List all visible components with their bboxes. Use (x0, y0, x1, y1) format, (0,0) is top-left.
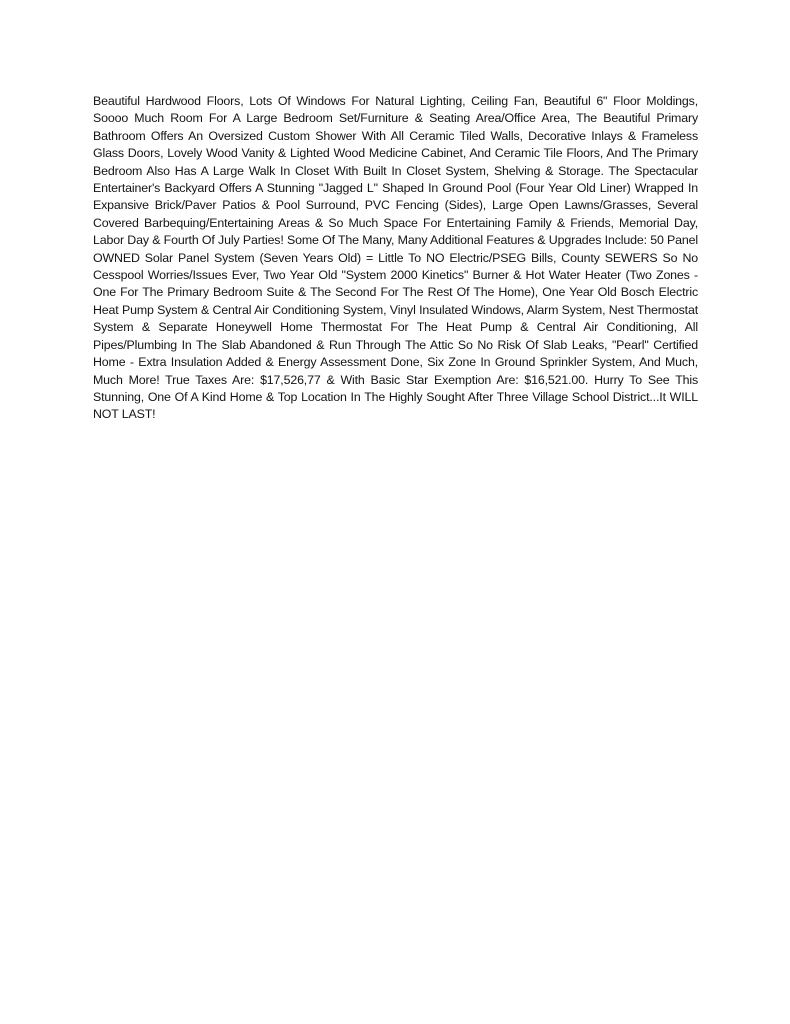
listing-description-paragraph: Beautiful Hardwood Floors, Lots Of Windows For Natural Lighting, Ceiling Fan, Beautiful 6" Floor Moldings, Soooo Much Room For A Large Bedroom Set/Furniture & Seating Area/Office Area, The Beautiful Primary Bathroom Offers An Oversized Custom Shower With All Ceramic Tiled Walls, Decorative Inlays & Frameless Glass Doors, Lovely Wood Vanity & Lighted Wood Medicine Cabinet, And Ceramic Tile Floors, And The Primary Bedroom Also Has A Large Walk In Closet With Built In Closet System, Shelving & Storage. The Spectacular Entertainer's Backyard Offers A Stunning "Jagged L" Shaped In Ground Pool (Four Year Old Liner) Wrapped In Expansive Brick/Paver Patios & Pool Surround, PVC Fencing (Sides), Large Open Lawns/Grasses, Several Covered Barbequing/Entertaining Areas & So Much Space For Entertaining Family & Friends, Memorial Day, Labor Day & Fourth Of July Parties! Some Of The Many, Many Additional Features & Upgrades Include: 50 Panel OWNED Solar Panel System (Seven Years Old) = Little To NO Electric/PSEG Bills, County SEWERS So No Cesspool Worries/Issues Ever, Two Year Old "System 2000 Kinetics" Burner & Hot Water Heater (Two Zones - One For The Primary Bedroom Suite & The Second For The Rest Of The Home), One Year Old Bosch Electric Heat Pump System & Central Air Conditioning System, Vinyl Insulated Windows, Alarm System, Nest Thermostat System & Separate Honeywell Home Thermostat For The Heat Pump & Central Air Conditioning, All Pipes/Plumbing In The Slab Abandoned & Run Through The Attic So No Risk Of Slab Leaks, "Pearl" Certified Home - Extra Insulation Added & Energy Assessment Done, Six Zone In Ground Sprinkler System, And Much, Much More! True Taxes Are: $17,526,77 & With Basic Star Exemption Are: $16,521.00. Hurry To See This Stunning, One Of A Kind Home & Top Location In The Highly Sought After Three Village School District...It WILL NOT LAST! (93, 94, 698, 422)
